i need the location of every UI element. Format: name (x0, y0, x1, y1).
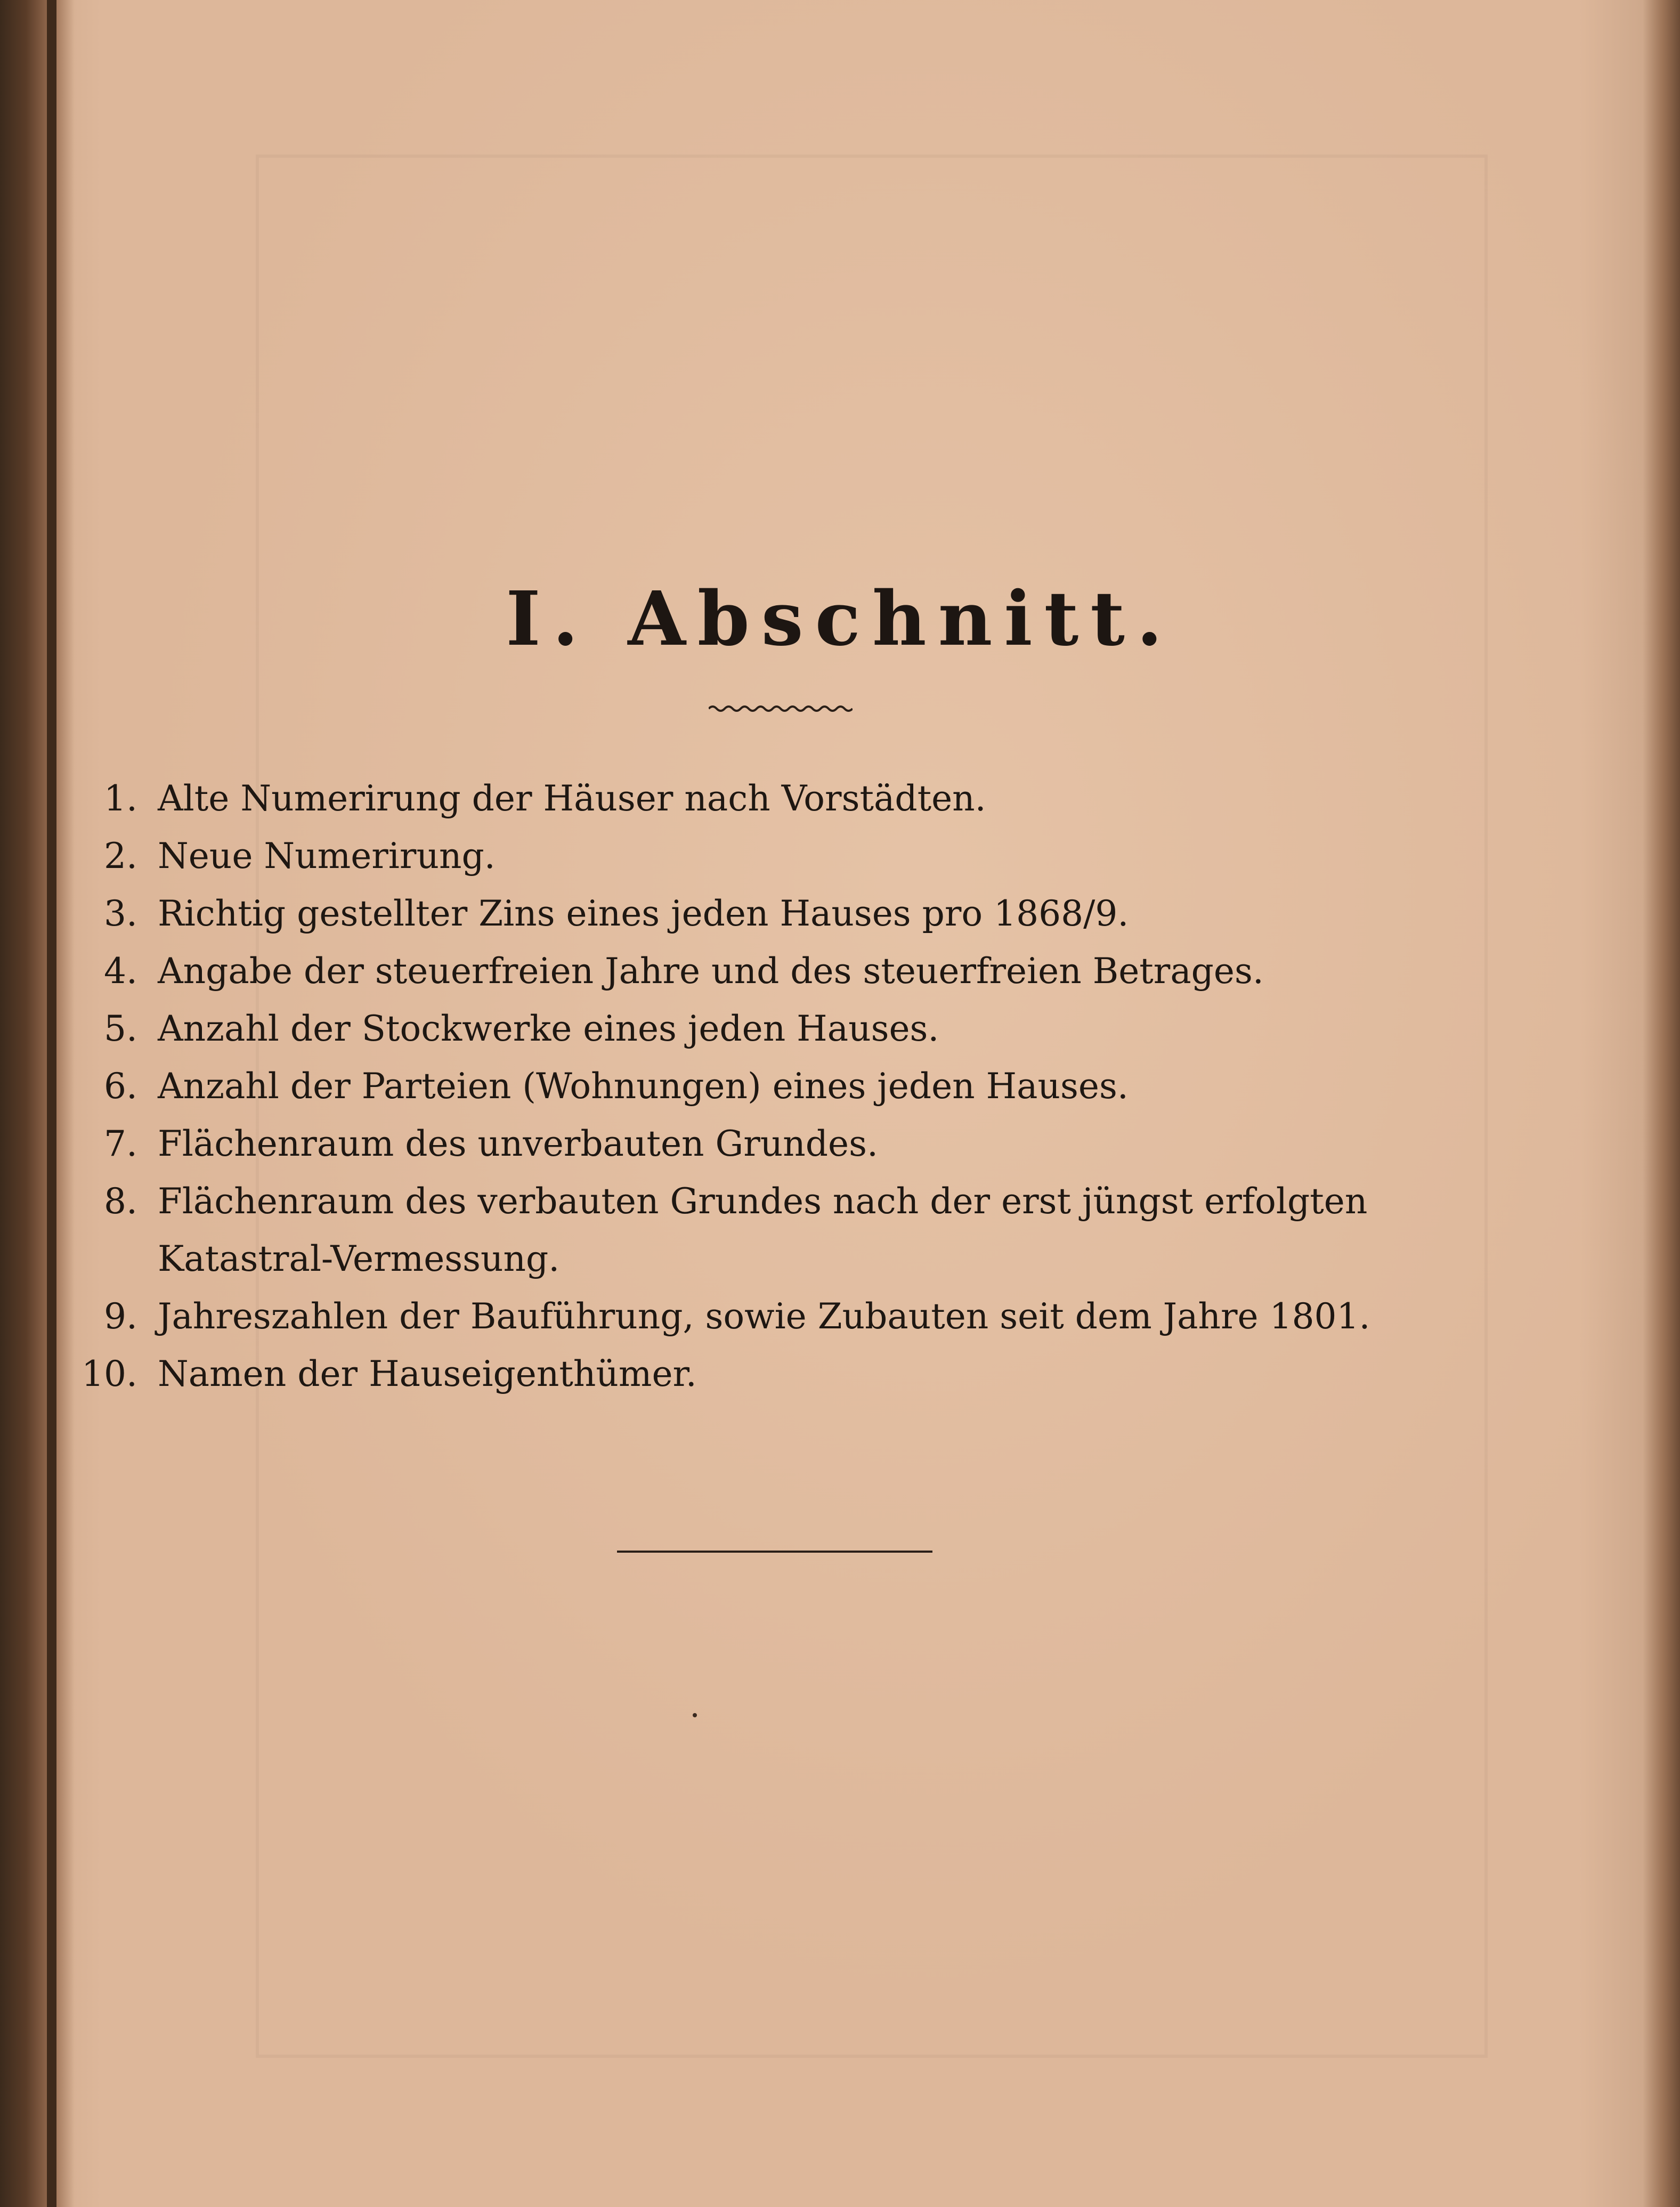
item-number: 10. (82, 1353, 137, 1394)
item-number: 7. (104, 1123, 137, 1164)
item-number: 1. (104, 778, 137, 819)
item-number: 6. (104, 1066, 137, 1107)
list-item (80, 1115, 1476, 1173)
item-number: 2. (104, 835, 137, 877)
list-item (80, 770, 1476, 827)
item-text: Richtig gestellter Zins eines jeden Hauses pro 1868/9. (158, 893, 1129, 934)
list-item (80, 1173, 1476, 1288)
list-item (80, 943, 1476, 1000)
item-text: Angabe der steuerfreien Jahre und des steuerfreien Betrages. (158, 951, 1264, 992)
item-number: 9. (104, 1296, 137, 1337)
item-number: 8. (104, 1181, 137, 1222)
item-text: Alte Numerirung der Häuser nach Vorstädten. (158, 778, 986, 819)
list-item (80, 885, 1476, 943)
ornamental-wavy-rule (709, 702, 853, 715)
item-text: Anzahl der Stockwerke eines jeden Hauses. (158, 1008, 939, 1049)
item-number: 4. (104, 951, 137, 992)
item-text: Flächenraum des unverbauten Grundes. (158, 1123, 878, 1164)
item-number: 5. (104, 1008, 137, 1049)
item-text: Neue Numerirung. (158, 835, 496, 877)
binding-edge (47, 0, 56, 2207)
book-binding (0, 0, 75, 2207)
list-item (80, 1058, 1476, 1115)
list-item (80, 1345, 1476, 1403)
ink-speck (693, 1713, 697, 1717)
item-text: Jahreszahlen der Bauführung, sowie Zubauten seit dem Jahre 1801. (158, 1296, 1370, 1337)
contents-list (80, 770, 1476, 1403)
item-text: Anzahl der Parteien (Wohnungen) eines jeden Hauses. (158, 1066, 1129, 1107)
item-text: Flächenraum des verbauten Grundes nach der erst jüngst erfolgten Katastral-Vermessung. (158, 1181, 1368, 1279)
item-text: Namen der Hauseigenthümer. (158, 1353, 697, 1394)
item-number: 3. (104, 893, 137, 934)
list-item (80, 827, 1476, 885)
page-edge-shadow (1643, 0, 1680, 2207)
section-title: I. Abschnitt. (506, 575, 1174, 663)
list-item (80, 1288, 1476, 1345)
closing-rule (617, 1551, 932, 1553)
list-item (80, 1000, 1476, 1058)
